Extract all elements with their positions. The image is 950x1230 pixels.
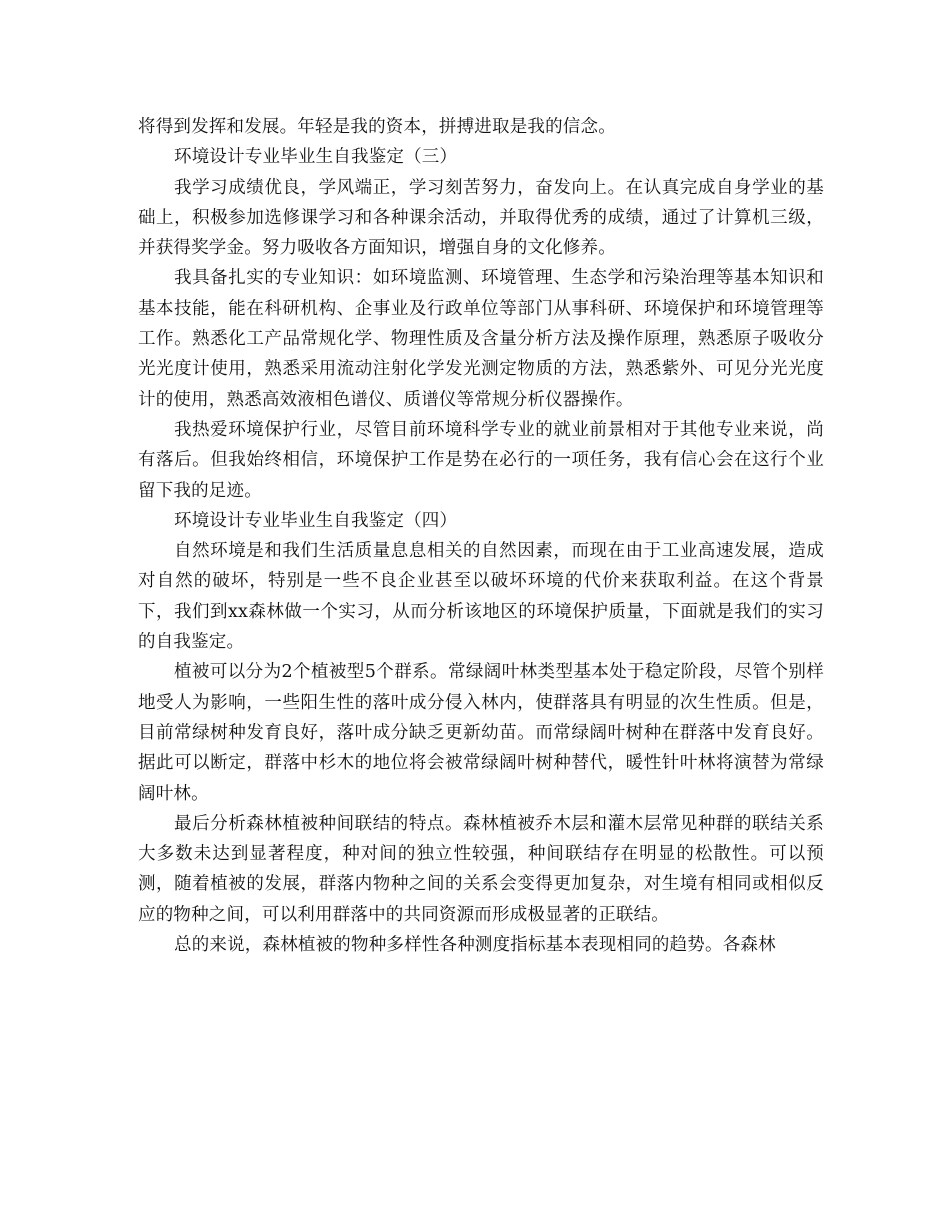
paragraph-background: 自然环境是和我们生活质量息息相关的自然因素，而现在由于工业高速发展，造成对自然的破坏，特别是一些不良企业甚至以破坏环境的代价来获取利益。在这个背景下，我们到xx森林做一个实习，从而分析该地区的环境保护质量，下面就是我们的实习的自我鉴定。 bbox=[138, 541, 824, 653]
paragraph-career: 我热爱环境保护行业，尽管目前环境科学专业的就业前景相对于其他专业来说，尚有落后。但我始终相信，环境保护工作是势在必行的一项任务，我有信心会在这行个业留下我的足迹。 bbox=[138, 419, 824, 501]
section-heading-four: 环境设计专业毕业生自我鉴定（四） bbox=[174, 510, 458, 531]
paragraph-professional-knowledge: 我具备扎实的专业知识：如环境监测、环境管理、生态学和污染治理等基本知识和基本技能，能在科研机构、企事业及行政单位等部门从事科研、环境保护和环境管理等工作。熟悉化工产品常规化学、物理性质及含量分析方法及操作原理，熟悉原子吸收分光光度计使用，熟悉采用流动注射化学发光测定物质的方法，熟悉紫外、可见分光光度计的使用，熟悉高效液相色谱仪、质谱仪等常规分析仪器操作。 bbox=[138, 268, 824, 410]
paragraph-summary: 总的来说，森林植被的物种多样性各种测度指标基本表现相同的趋势。各森林 bbox=[174, 935, 776, 956]
paragraph-interspecific-association: 最后分析森林植被种间联结的特点。森林植被乔木层和灌木层常见种群的联结关系大多数未达到显著程度，种对间的独立性较强，种间联结存在明显的松散性。可以预测，随着植被的发展，群落内物种之间的关系会变得更加复杂，对生境有相同或相似反应的物种之间，可以利用群落中的共同资源而形成极显著的正联结。 bbox=[138, 813, 824, 925]
section-heading-three: 环境设计专业毕业生自我鉴定（三） bbox=[174, 147, 458, 168]
paragraph-continued: 将得到发挥和发展。年轻是我的资本，拼搏进取是我的信念。 bbox=[138, 117, 616, 137]
document-page bbox=[138, 112, 824, 960]
paragraph-study: 我学习成绩优良，学风端正，学习刻苦努力，奋发向上。在认真完成自身学业的基础上，积极参加选修课学习和各种课余活动，并取得优秀的成绩，通过了计算机三级，并获得奖学金。努力吸收各方面知识，增强自身的文化修养。 bbox=[138, 177, 824, 259]
paragraph-vegetation: 植被可以分为2个植被型5个群系。常绿阔叶林类型基本处于稳定阶段，尽管个别样地受人为影响，一些阳生性的落叶成分侵入林内，使群落具有明显的次生性质。但是，目前常绿树种发育良好，落叶成分缺乏更新幼苗。而常绿阔叶树种在群落中发育良好。据此可以断定，群落中杉木的地位将会被常绿阔叶树种替代，暖性针叶林将演替为常绿阔叶林。 bbox=[138, 662, 824, 804]
